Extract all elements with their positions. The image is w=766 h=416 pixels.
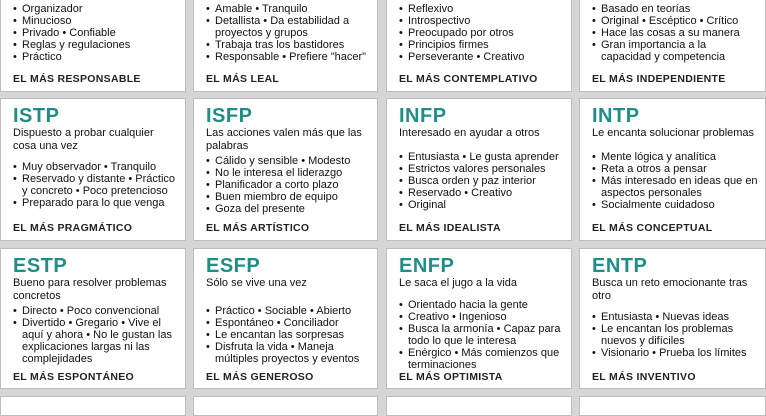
type-card (579, 0, 766, 92)
type-card (579, 396, 766, 416)
traits-list (592, 311, 759, 359)
type-card (193, 248, 378, 389)
type-tagline: Sólo se vive una vez (206, 277, 307, 289)
type-code: ESFP (206, 255, 261, 277)
type-card (386, 0, 572, 92)
trait-item: • Divertido • Gregario • Vive el aquí y ahora • No le gustan las explicaciones largas ni las complejidades (13, 317, 179, 365)
type-card (386, 396, 572, 416)
type-tagline: Busca un reto emocionante tras otro (592, 277, 748, 302)
traits-list (592, 151, 759, 211)
trait-item: • Visionario • Prueba los límites (592, 347, 759, 359)
trait-item: • Mente lógica y analítica (592, 151, 759, 163)
traits-list (399, 151, 565, 211)
traits-list (206, 305, 371, 365)
type-code: INFP (399, 105, 447, 127)
trait-item: • Buen miembro de equipo (206, 191, 371, 203)
type-card (0, 0, 186, 92)
trait-item: • Hace las cosas a su manera (592, 27, 759, 39)
type-footer: EL MÁS CONCEPTUAL (592, 222, 713, 234)
trait-item: • Principios firmes (399, 39, 565, 51)
trait-item: • Le encantan las sorpresas (206, 329, 371, 341)
trait-item: • Basado en teorías (592, 3, 759, 15)
type-card (579, 98, 766, 241)
trait-item: • Espontáneo • Conciliador (206, 317, 371, 329)
trait-item: • Goza del presente (206, 203, 371, 215)
trait-item: • Muy observador • Tranquilo (13, 161, 179, 173)
type-footer: EL MÁS LEAL (206, 73, 280, 85)
trait-item: • Organizador (13, 3, 179, 15)
trait-item: • Práctico • Sociable • Abierto (206, 305, 371, 317)
trait-item: • Trabaja tras los bastidores (206, 39, 371, 51)
trait-item: • Introspectivo (399, 15, 565, 27)
trait-item: • Reflexivo (399, 3, 565, 15)
trait-item: • Reta a otros a pensar (592, 163, 759, 175)
type-code: ISTP (13, 105, 60, 127)
trait-item: • Directo • Poco convencional (13, 305, 179, 317)
type-card (386, 248, 572, 389)
type-footer: EL MÁS OPTIMISTA (399, 371, 503, 383)
type-tagline: Le saca el jugo a la vida (399, 277, 518, 289)
trait-item: • Práctico (13, 51, 179, 63)
type-code: ISFP (206, 105, 253, 127)
traits-list (206, 155, 371, 215)
trait-item: • Creativo • Ingenioso (399, 311, 565, 323)
trait-item: • Reglas y regulaciones (13, 39, 179, 51)
traits-list (206, 3, 371, 63)
type-footer: EL MÁS RESPONSABLE (13, 73, 141, 85)
traits-list (13, 305, 179, 365)
type-card (0, 248, 186, 389)
type-footer: EL MÁS ARTÍSTICO (206, 222, 310, 234)
type-footer: EL MÁS GENEROSO (206, 371, 314, 383)
trait-item: • Minucioso (13, 15, 179, 27)
type-code: ENFP (399, 255, 455, 277)
type-tagline: Dispuesto a probar cualquier cosa una vez (13, 127, 154, 152)
trait-item: • Busca la armonía • Capaz para todo lo que le interesa (399, 323, 565, 347)
traits-list (592, 3, 759, 63)
type-code: ENTP (592, 255, 648, 277)
type-tagline: Interesado en ayudar a otros (399, 127, 540, 139)
type-footer: EL MÁS INDEPENDIENTE (592, 73, 726, 85)
trait-item: • Más interesado en ideas que en aspectos personales (592, 175, 759, 199)
type-tagline: Le encanta solucionar problemas (592, 127, 755, 139)
trait-item: • Orientado hacia la gente (399, 299, 565, 311)
trait-item: • Privado • Confiable (13, 27, 179, 39)
type-tagline: Las acciones valen más que las palabras (206, 127, 362, 152)
trait-item: • Le encantan los problemas nuevos y difíciles (592, 323, 759, 347)
trait-item: • Busca orden y paz interior (399, 175, 565, 187)
type-footer: EL MÁS CONTEMPLATIVO (399, 73, 538, 85)
trait-item: • Preocupado por otros (399, 27, 565, 39)
trait-item: • Planificador a corto plazo (206, 179, 371, 191)
trait-item: • Cálido y sensible • Modesto (206, 155, 371, 167)
trait-item: • Entusiasta • Nuevas ideas (592, 311, 759, 323)
trait-item: • Original (399, 199, 565, 211)
trait-item: • Socialmente cuidadoso (592, 199, 759, 211)
type-code: ESTP (13, 255, 68, 277)
trait-item: • No le interesa el liderazgo (206, 167, 371, 179)
type-card (193, 98, 378, 241)
type-card (579, 248, 766, 389)
type-card (386, 98, 572, 241)
type-card (193, 0, 378, 92)
trait-item: • Enérgico • Más comienzos que terminaciones (399, 347, 565, 371)
type-tagline: Bueno para resolver problemas concretos (13, 277, 167, 302)
trait-item: • Reservado y distante • Práctico y concreto • Poco pretencioso (13, 173, 179, 197)
trait-item: • Preparado para lo que venga (13, 197, 179, 209)
trait-item: • Responsable • Prefiere "hacer" (206, 51, 371, 63)
type-footer: EL MÁS INVENTIVO (592, 371, 696, 383)
trait-item: • Reservado • Creativo (399, 187, 565, 199)
trait-item: • Disfruta la vida • Maneja múltiples proyectos y eventos (206, 341, 371, 365)
type-card (0, 396, 186, 416)
type-card (193, 396, 378, 416)
trait-item: • Original • Escéptico • Crítico (592, 15, 759, 27)
traits-list (399, 3, 565, 63)
trait-item: • Perseverante • Creativo (399, 51, 565, 63)
type-card (0, 98, 186, 241)
trait-item: • Detallista • Da estabilidad a proyectos y grupos (206, 15, 371, 39)
type-footer: EL MÁS IDEALISTA (399, 222, 501, 234)
type-code: INTP (592, 105, 640, 127)
trait-item: • Entusiasta • Le gusta aprender (399, 151, 565, 163)
trait-item: • Amable • Tranquilo (206, 3, 371, 15)
type-footer: EL MÁS PRAGMÁTICO (13, 222, 133, 234)
traits-list (13, 3, 179, 63)
traits-list (399, 299, 565, 371)
trait-item: • Gran importancia a la capacidad y competencia (592, 39, 759, 63)
traits-list (13, 161, 179, 209)
type-footer: EL MÁS ESPONTÁNEO (13, 371, 135, 383)
trait-item: • Estrictos valores personales (399, 163, 565, 175)
